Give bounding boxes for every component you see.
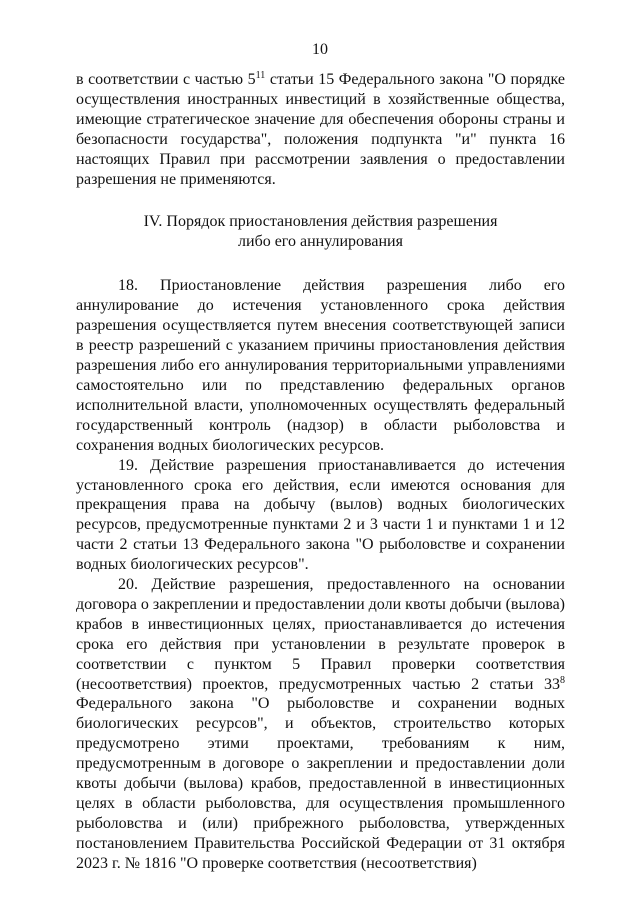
document-body (76, 70, 565, 874)
paragraph-20-text-start: 20. Действие разрешения, предоставленного на основании договора о закреплении и предоставлении доли квоты добычи (вылова) крабов в инвестиционных целях, приостанавливается до истечения срока его действия при установлении в результате проверок в соответствии с пунктом 5 Правил проверки соответствия (несоответствия) проектов, предусмотренных частью 2 статьи 33 (76, 576, 565, 693)
section-heading (76, 212, 565, 252)
paragraph-19: 19. Действие разрешения приостанавливается до истечения установленного срока его действия, если имеются основания для прекращения права на добычу (вылов) водных биологических ресурсов, предусмотренные пунктами 2 и 3 части 1 и пунктами 1 и 12 части 2 статьи 13 Федерального закона "О рыболовстве и сохранении водных биологических ресурсов". (76, 456, 565, 574)
intro-paragraph (76, 70, 565, 189)
paragraph-18: 18. Приостановление действия разрешения либо его аннулирование до истечения установленного срока действия разрешения осуществляется путем внесения соответствующей записи в реестр разрешений с указанием причины приостановления действия разрешения либо его аннулирования территориальными управлениями самостоятельно или по представлению федеральных органов исполнительной власти, уполномоченных осуществлять федеральный государственный контроль (надзор) в области рыболовства и сохранения водных биологических ресурсов. (76, 277, 565, 454)
intro-superscript: 11 (255, 70, 266, 81)
section-heading-line-1: IV. Порядок приостановления действия разрешения (143, 213, 498, 231)
page-number: 10 (312, 41, 328, 58)
section-heading-line-2: либо его аннулирования (238, 233, 403, 251)
intro-text-start: в соответствии с частью 5 (76, 71, 256, 88)
paragraph-20 (76, 575, 565, 874)
intro-text-end: статьи 15 Федерального закона "О порядке осуществления иностранных инвестиций в хозяйственные общества, имеющие стратегическое значение для обеспечения обороны страны и безопасности государства", положения подпункта "и" пункта 16 настоящих Правил при рассмотрении заявления о предоставлении разрешения не применяются. (76, 71, 565, 188)
paragraph-20-superscript: 8 (560, 674, 565, 686)
paragraph-20-text-end: Федерального закона "О рыболовстве и сохранении водных биологических ресурсов", и объектов, строительство которых предусмотрено этими проектами, требованиям к ним, предусмотренным в договоре о закреплении и предоставлении доли квоты добычи (вылова) крабов, предоставленной в инвестиционных целях в области рыболовства, для осуществления промышленного рыболовства и (или) прибрежного рыболовства, утвержденных постановлением Правительства Российской Федерации от 31 октября 2023 г. № 1816 "О проверке соответствия (несоответствия) (76, 695, 565, 872)
